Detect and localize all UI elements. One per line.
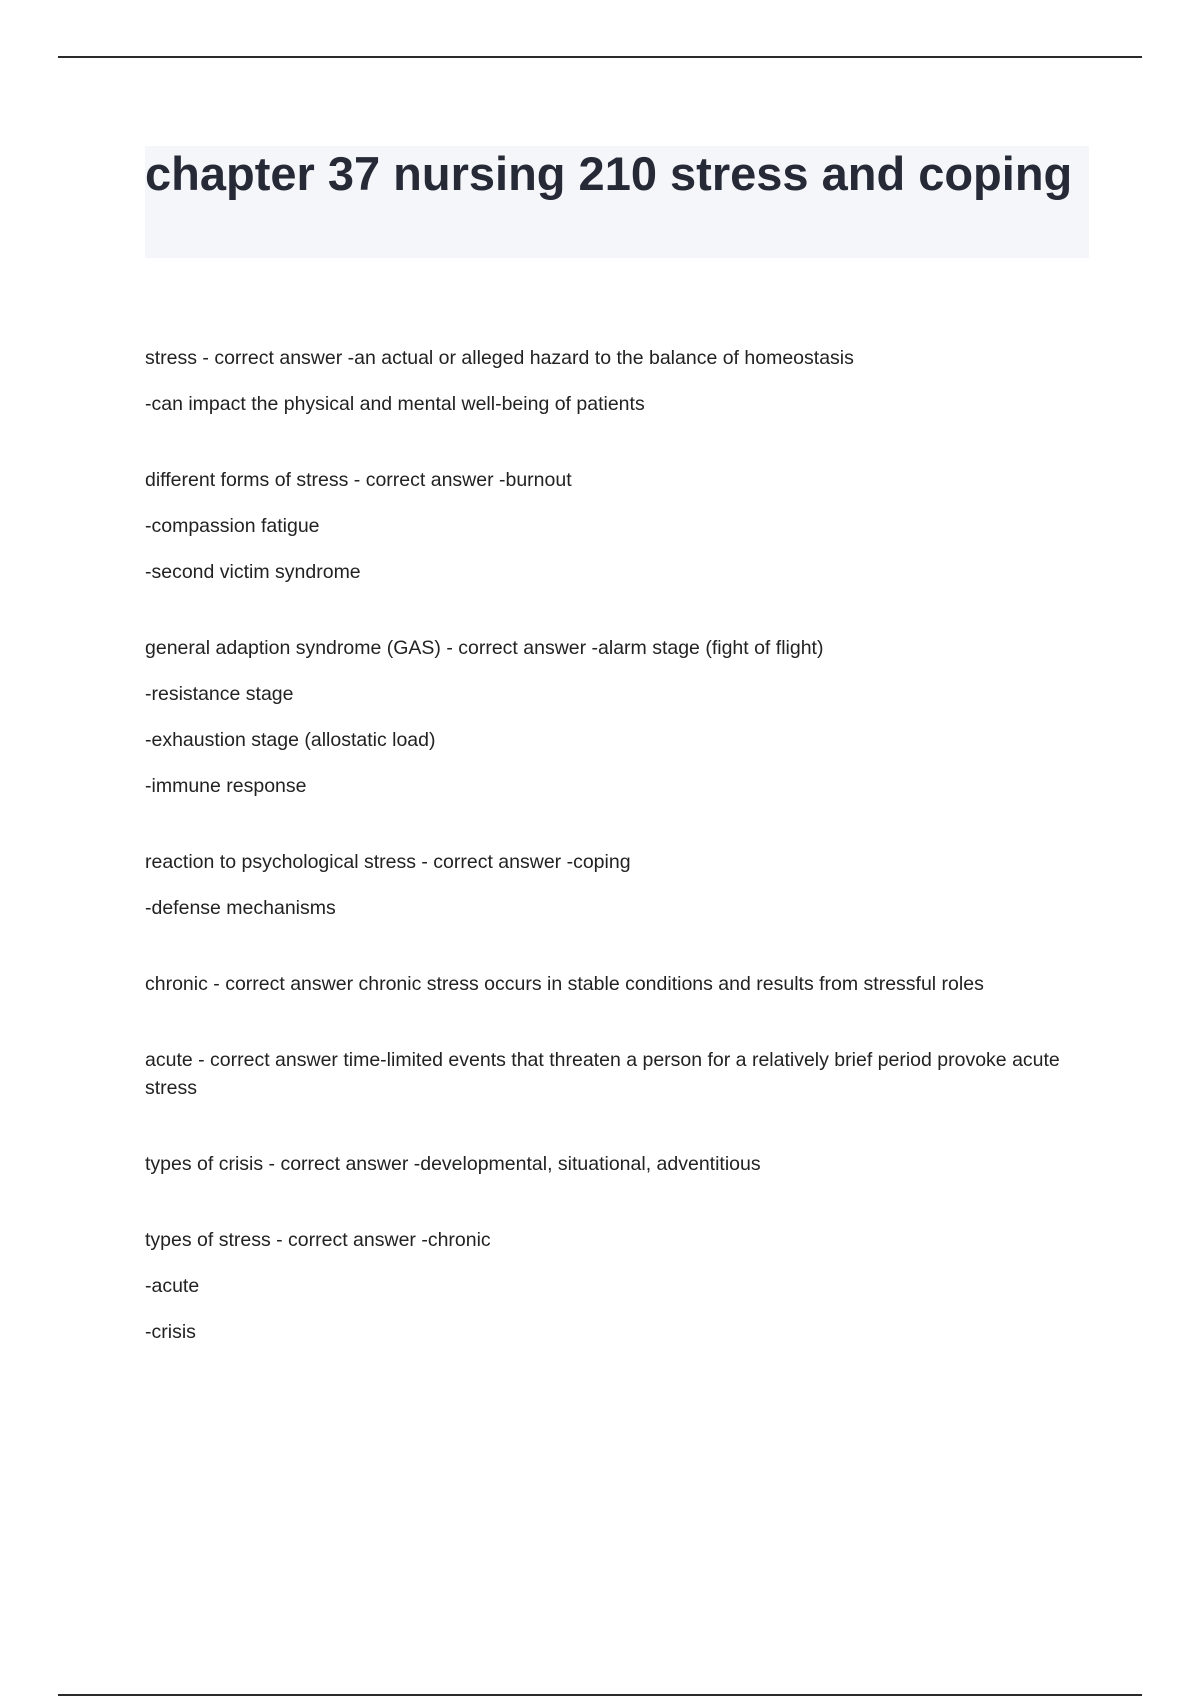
flashcard bbox=[145, 970, 1085, 998]
card-line: -acute bbox=[145, 1275, 200, 1297]
card-line: -crisis bbox=[145, 1321, 196, 1343]
card-line: -compassion fatigue bbox=[145, 515, 320, 537]
flashcard bbox=[145, 848, 1085, 922]
flashcard bbox=[145, 1046, 1085, 1102]
page-title: chapter 37 nursing 210 stress and coping bbox=[145, 147, 1073, 200]
bottom-rule bbox=[58, 1694, 1142, 1696]
card-line: different forms of stress - correct answer -burnout bbox=[145, 469, 572, 491]
card-line: reaction to psychological stress - correct answer -coping bbox=[145, 851, 631, 873]
card-line: -defense mechanisms bbox=[145, 897, 336, 919]
card-line: -resistance stage bbox=[145, 683, 294, 705]
flashcard bbox=[145, 344, 1085, 418]
flashcard bbox=[145, 466, 1085, 586]
flashcard-list bbox=[145, 344, 1085, 1394]
card-line: types of stress - correct answer -chronic bbox=[145, 1229, 491, 1251]
card-line: chronic - correct answer chronic stress occurs in stable conditions and results from stressful roles bbox=[145, 973, 984, 995]
card-line: -immune response bbox=[145, 775, 307, 797]
card-line: -second victim syndrome bbox=[145, 561, 361, 583]
card-line: -can impact the physical and mental well-being of patients bbox=[145, 393, 645, 415]
flashcard bbox=[145, 1150, 1085, 1178]
card-line: acute - correct answer time-limited events that threaten a person for a relatively brief period provoke acute stress bbox=[145, 1049, 1060, 1099]
top-rule bbox=[58, 56, 1142, 58]
flashcard bbox=[145, 1226, 1085, 1346]
card-line: general adaption syndrome (GAS) - correct answer -alarm stage (fight of flight) bbox=[145, 637, 824, 659]
card-line: -exhaustion stage (allostatic load) bbox=[145, 729, 436, 751]
card-line: types of crisis - correct answer -developmental, situational, adventitious bbox=[145, 1153, 761, 1175]
card-line: stress - correct answer -an actual or alleged hazard to the balance of homeostasis bbox=[145, 347, 854, 369]
title-block bbox=[145, 146, 1089, 258]
flashcard bbox=[145, 634, 1085, 800]
